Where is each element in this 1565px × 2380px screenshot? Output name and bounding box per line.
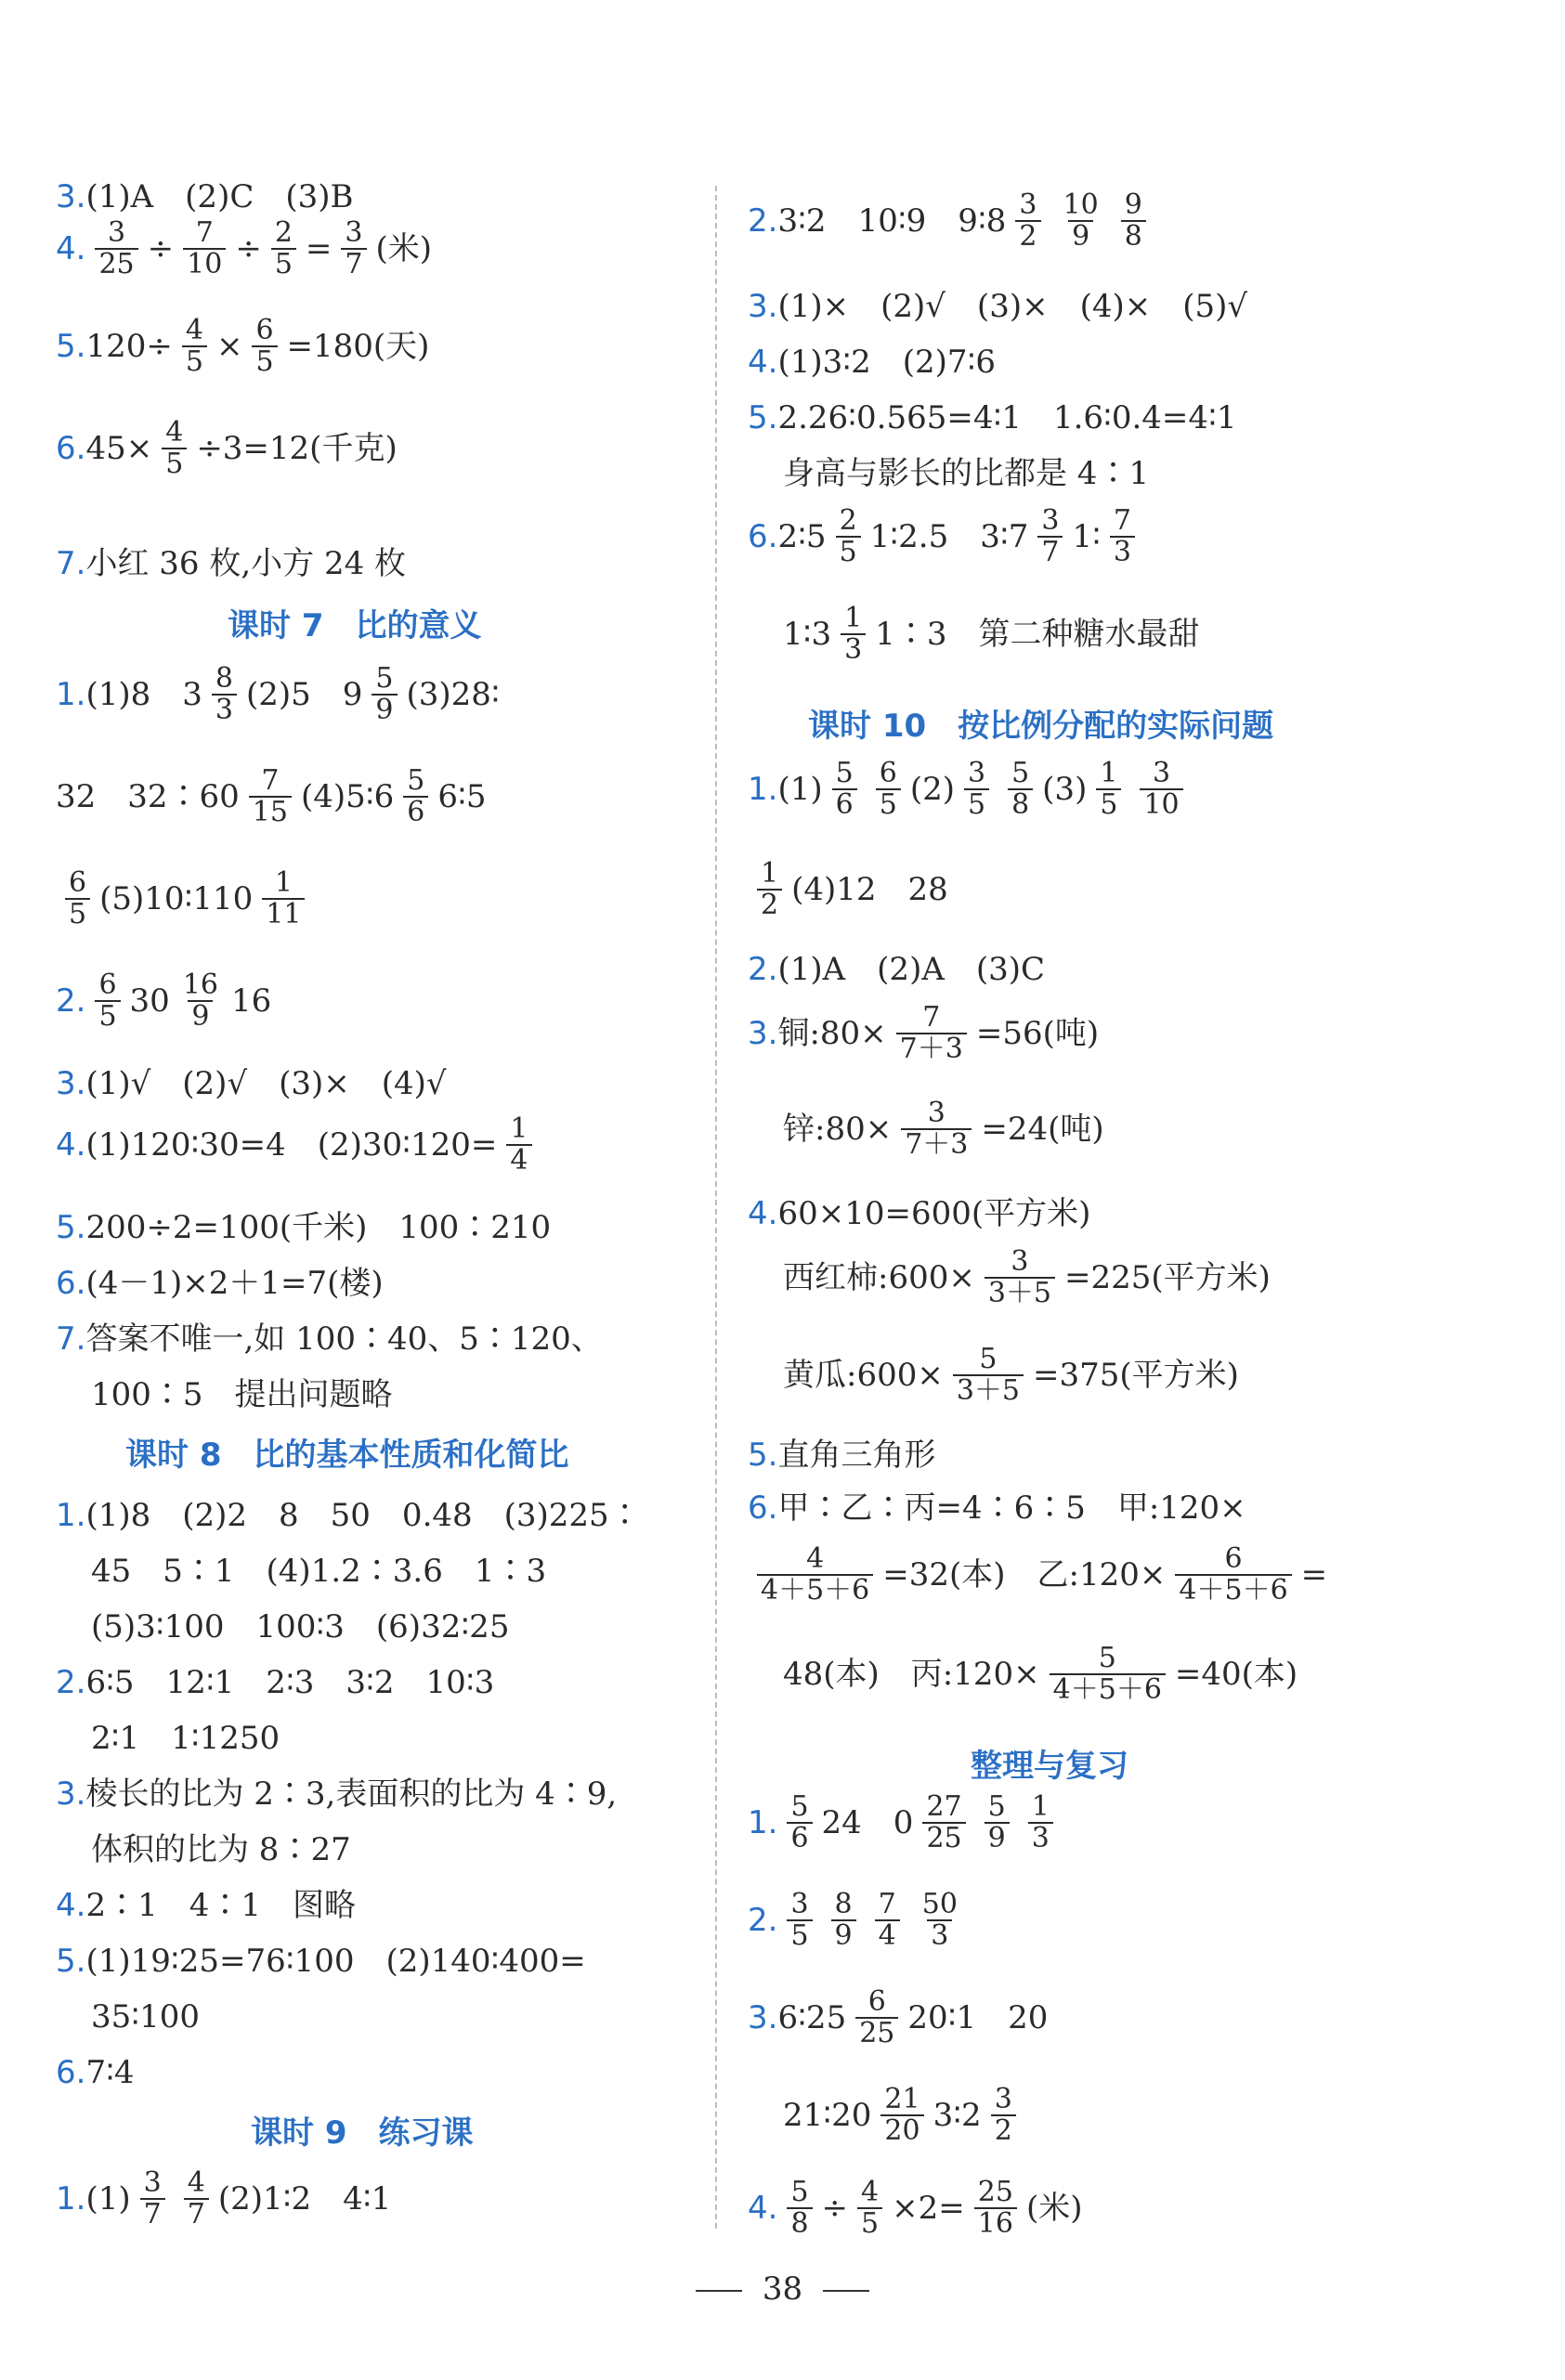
fraction: $\frac{6}{5}$: [252, 316, 277, 376]
fraction: $\frac{3}{7}$: [341, 218, 366, 279]
lesson7-q1-cont: 32 32∶60 7 15 (4)5∶6 5 6 6∶5: [56, 764, 487, 828]
answer-3: 3. (1)× (2)√ (3)× (4)× (5)√: [748, 288, 1248, 325]
review-q3-cont: 21∶20 21 20 3∶2 3 2: [783, 2085, 1025, 2145]
fraction: 6 5: [876, 759, 901, 819]
lesson8-q3-cont: 体积的比为 8∶27: [91, 1831, 351, 1868]
column-divider: [715, 186, 717, 2229]
fraction: 3 7: [140, 2168, 165, 2229]
lesson10-q6: 6. 甲∶乙∶丙=4∶6∶5 甲:120×: [748, 1489, 1246, 1527]
answer-7: 7. 小红 36 枚,小方 24 枚: [56, 545, 407, 582]
fraction: $\frac{25}{16}$: [974, 2178, 1017, 2238]
fraction: 5 8: [1008, 759, 1033, 819]
fraction: 6 5: [95, 970, 120, 1031]
footer-dash-right: [823, 2290, 869, 2292]
lesson8-q2-cont: 2∶1 1∶1250: [91, 1720, 280, 1757]
review-q4: 4. $\frac{5}{8}$ ÷ $\frac{4}{5}$ ×2= $\frac{25}{16}$ (米): [748, 2176, 1083, 2240]
fraction: $\frac{6}{4+5+6}$: [1175, 1544, 1291, 1605]
lesson8-q4: 4. 2∶1 4∶1 图略: [56, 1887, 356, 1924]
fraction: $\frac{4}{5}$: [182, 316, 207, 376]
fraction: 16 9: [182, 969, 218, 1033]
lesson10-q6-cont2: 48(本) 丙:120× $\frac{5}{4+5+6}$ =40(本): [783, 1642, 1298, 1706]
fraction: 6 5: [65, 868, 90, 929]
lesson7-q1: 1. (1)8 3 8 3 (2)5 9 5 9 (3)28∶: [56, 662, 500, 726]
fraction: $\frac{5}{4+5+6}$: [1050, 1644, 1166, 1704]
lesson10-q5: 5. 直角三角形: [748, 1437, 936, 1474]
fraction: $\frac{4}{5}$: [162, 418, 187, 478]
fraction: $\frac{3}{25}$: [95, 218, 137, 279]
lesson10-q3-cont: 锌:80× $\frac{3}{7+3}$ =24(吨): [783, 1097, 1104, 1161]
answer-5: 5. 2.26∶0.565=4∶1 1.6∶0.4=4∶1: [748, 399, 1237, 436]
fraction: $\frac{2}{5}$: [271, 218, 296, 279]
fraction: 1 3: [841, 604, 866, 664]
fraction: 1 5: [1096, 759, 1121, 819]
fraction: 9 8: [1121, 190, 1146, 251]
fraction: 7 15: [249, 766, 292, 826]
lesson8-q5: 5. (1)19∶25=76∶100 (2)140∶400=: [56, 1943, 586, 1980]
lesson8-q5-cont: 35∶100: [91, 1998, 201, 2035]
lesson8-q1-cont: 45 5∶1 (4)1.2∶3.6 1∶3: [91, 1553, 547, 1590]
lesson10-q4-cont: 西红柿:600× $\frac{3}{3+5}$ =225(平方米): [783, 1245, 1271, 1309]
review-q2: 2. 3 5 8 9 7 4 50 3: [748, 1890, 971, 1950]
fraction: 21 20: [880, 2085, 923, 2145]
lesson8-q6: 6. 7∶4: [56, 2054, 135, 2091]
lesson7-q7-cont: 100∶5 提出问题略: [91, 1376, 393, 1413]
lesson7-q3: 3. (1)√ (2)√ (3)× (4)√: [56, 1065, 447, 1102]
fraction: 6 25: [855, 1987, 898, 2048]
review-q3: 3. 6∶25 6 25 20∶1 20: [748, 1985, 1049, 2049]
page-footer: [0, 2270, 1565, 2308]
page-number: 38: [762, 2270, 803, 2308]
fraction: $\frac{5}{8}$: [787, 2178, 812, 2238]
lesson7-q1-cont2: 6 5 (5)10∶110 1 11: [56, 868, 314, 929]
fraction: 5 9: [985, 1792, 1010, 1853]
fraction: 10 9: [1063, 189, 1099, 253]
fraction: $\frac{3}{7+3}$: [901, 1099, 972, 1159]
fraction: 5 9: [372, 664, 397, 724]
fraction: 3 5: [787, 1890, 812, 1950]
answer-5: 5. 120÷ $\frac{4}{5}$ × $\frac{6}{5}$ =180(天): [56, 314, 430, 378]
lesson10-q6-cont: $\frac{4}{4+5+6}$ =32(本) 乙:120× $\frac{6}{4+5+6}$ =: [748, 1544, 1327, 1605]
fraction: 7 3: [1110, 506, 1135, 566]
lesson8-q2: 2. 6∶5 12∶1 2∶3 3∶2 10∶3: [56, 1664, 495, 1701]
fraction: $\frac{5}{3+5}$: [953, 1345, 1024, 1405]
fraction: 4 7: [184, 2168, 209, 2229]
lesson8-q3: 3. 棱长的比为 2∶3,表面积的比为 4∶9,: [56, 1775, 618, 1813]
lesson10-q3: 3. 铜:80× $\frac{7}{7+3}$ =56(吨): [748, 1001, 1100, 1065]
section-heading-lesson-9: 课时 9 练习课: [251, 2114, 474, 2152]
answer-5-cont: 身高与影长的比都是 4∶1: [783, 455, 1150, 492]
fraction: 5 6: [787, 1792, 812, 1853]
lesson10-q2: 2. (1)A (2)A (3)C: [748, 951, 1046, 988]
fraction: 3 10: [1140, 759, 1182, 819]
fraction: $\frac{4}{4+5+6}$: [757, 1544, 873, 1605]
lesson7-q5: 5. 200÷2=100(千米) 100∶210: [56, 1209, 552, 1246]
lesson7-q4: 4. (1)120∶30=4 (2)30∶120= $\frac{1}{4}$: [56, 1114, 541, 1175]
answer-4: 4. (1)3∶2 (2)7∶6: [748, 344, 996, 381]
section-heading-review: 整理与复习: [971, 1748, 1128, 1785]
fraction: 3 7: [1037, 506, 1063, 566]
fraction: $\frac{1}{4}$: [506, 1114, 531, 1175]
answer-3: 3. (1)A (2)C (3)B: [56, 178, 354, 215]
review-q1: 1. 5 6 24 0 27 25 5 9 1 3: [748, 1792, 1063, 1853]
answer-6: 6. 45× $\frac{4}{5}$ ÷3=12(千克): [56, 416, 398, 480]
fraction: $\frac{4}{5}$: [857, 2178, 882, 2238]
fraction: 3 2: [1015, 190, 1040, 251]
lesson9-q1: 1. (1) 3 7 4 7 (2)1∶2 4∶1: [56, 2166, 392, 2230]
fraction: 8 9: [831, 1890, 856, 1950]
fraction: $\frac{7}{7+3}$: [896, 1003, 967, 1063]
lesson8-q1: 1. (1)8 (2)2 8 50 0.48 (3)225∶: [56, 1497, 641, 1534]
fraction: $\frac{3}{3+5}$: [985, 1247, 1055, 1307]
answer-6-cont: 1∶3 1 3 1∶3 第二种糖水最甜: [783, 602, 1200, 666]
section-heading-lesson-7: 课时 7 比的意义: [228, 607, 482, 644]
footer-dash-left: [696, 2290, 742, 2292]
fraction: 27 25: [922, 1792, 965, 1853]
fraction: 1 2: [757, 859, 782, 919]
lesson10-q1: 1. (1) 5 6 6 5 (2) 3 5 5 8 (3) 1 5 3 10: [748, 759, 1193, 819]
fraction: 5 6: [832, 759, 857, 819]
lesson7-q2: 2. 6 5 30 16 9 16: [56, 969, 272, 1033]
fraction: 3 2: [991, 2085, 1016, 2145]
fraction: 2 5: [836, 506, 861, 566]
answer-4: 4. $\frac{3}{25}$ ÷ $\frac{7}{10}$ ÷ $\frac{2}{5}$ = $\frac{3}{7}$ (米): [56, 216, 433, 280]
lesson8-q1-cont2: (5)3∶100 100∶3 (6)32∶25: [91, 1608, 510, 1645]
fraction: 5 6: [403, 766, 428, 826]
section-heading-lesson-8: 课时 8 比的基本性质和化简比: [125, 1437, 569, 1474]
fraction: 7 4: [875, 1890, 900, 1950]
fraction: 50 3: [921, 1888, 958, 1952]
lesson10-q4-cont2: 黄瓜:600× $\frac{5}{3+5}$ =375(平方米): [783, 1343, 1239, 1407]
fraction: 1 11: [262, 868, 305, 929]
fraction: 1 3: [1028, 1792, 1053, 1853]
fraction: 8 3: [212, 664, 237, 724]
lesson7-q6: 6. (4－1)×2＋1=7(楼): [56, 1265, 384, 1302]
lesson10-q1-cont: 1 2 (4)12 28: [748, 859, 948, 919]
fraction: 3 5: [964, 759, 989, 819]
section-heading-lesson-10: 课时 10 按比例分配的实际问题: [808, 708, 1274, 745]
lesson10-q4: 4. 60×10=600(平方米): [748, 1195, 1091, 1232]
fraction: $\frac{7}{10}$: [183, 218, 226, 279]
lesson7-q7: 7. 答案不唯一,如 100∶40、5∶120、: [56, 1320, 603, 1358]
answer-2: 2. 3∶2 10∶9 9∶8 3 2 10 9 9 8: [748, 190, 1155, 251]
answer-6: 6. 2∶5 2 5 1∶2.5 3∶7 3 7 1∶ 7 3: [748, 506, 1144, 566]
